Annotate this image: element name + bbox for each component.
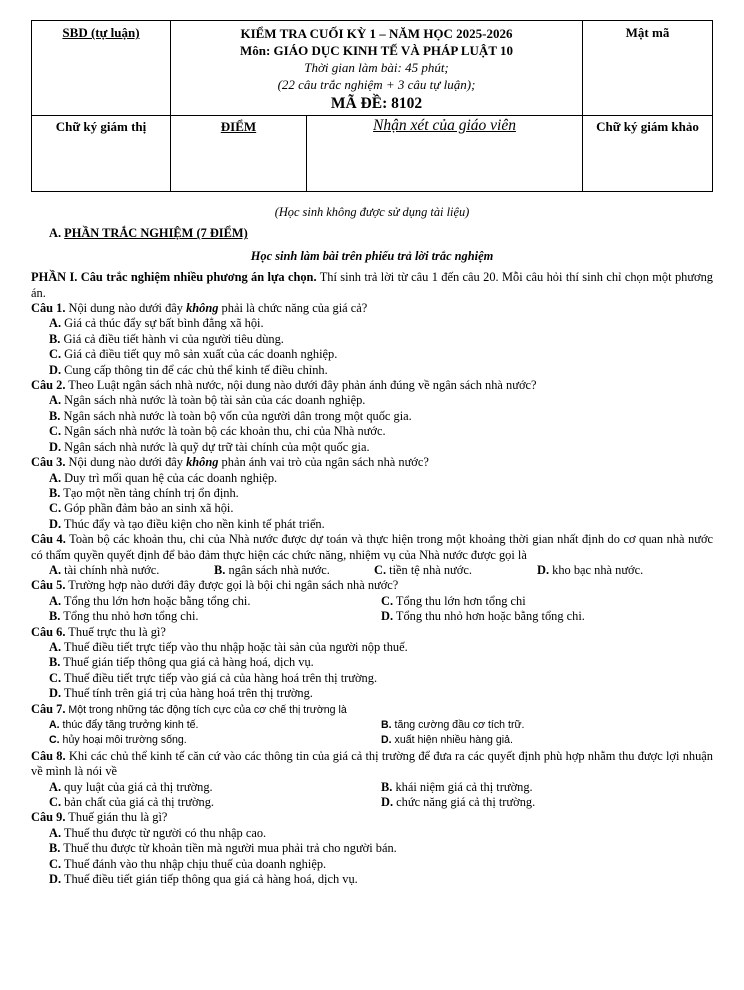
question-5: Câu 5. Trường hợp nào dưới đây được gọi là bội chi ngân sách nhà nước? <box>31 578 399 593</box>
exam-subject: Môn: GIÁO DỤC KINH TẾ VÀ PHÁP LUẬT 10 <box>239 43 514 58</box>
question-3: Câu 3. Nội dung nào dưới đây không phản ánh vai trò của ngân sách nhà nước? <box>31 455 429 470</box>
question-6: Câu 6. Thuế trực thu là gì? <box>31 624 166 639</box>
q9-option-c: C. Thuế đánh vào thu nhập chịu thuế của doanh nghiệp. <box>49 856 327 871</box>
q7-option-a: A. thúc đẩy tăng trưởng kinh tế. <box>49 719 199 731</box>
exam-question-count: (22 câu trắc nghiệm + 3 câu tự luận); <box>277 77 476 92</box>
q1-option-a: A. Giá cả thúc đẩy sự bất bình đẳng xã hội. <box>49 316 264 331</box>
answer-sheet-instruction: Học sinh làm bài trên phiếu trả lời trắc nghiệm <box>250 248 494 263</box>
exam-code: MÃ ĐỀ: 8102 <box>330 95 423 112</box>
q8-options-row2 <box>31 795 713 810</box>
q1-option-c: C. Giá cả điều tiết quy mô sản xuất của các doanh nghiệp. <box>49 347 338 362</box>
q3-option-d: D. Thúc đẩy và tạo điều kiện cho nền kinh tế phát triển. <box>49 516 325 531</box>
question-8: Câu 8. Khi các chủ thể kinh tế căn cứ vào các thông tin của giá cả thị trường để đưa ra các quyết định phù hợp nhằm thu được lợi nhuận về mình là nói về <box>31 748 713 779</box>
exam-time: Thời gian làm bài: 45 phút; <box>304 60 449 75</box>
q3-option-c: C. Góp phần đảm bảo an sinh xã hội. <box>49 501 234 516</box>
q8-option-c: C. bản chất của giá cả thị trường. <box>49 795 215 810</box>
q2-option-a: A. Ngân sách nhà nước là toàn bộ tài sản của các doanh nghiệp. <box>49 393 366 408</box>
question-1: Câu 1. Nội dung nào dưới đây không phải là chức năng của giá cả? <box>31 301 368 316</box>
q6-option-d: D. Thuế tính trên giá trị của hàng hoá trên thị trường. <box>49 686 313 701</box>
q5-options-row1 <box>31 594 713 609</box>
q7-option-b: B. tăng cường đầu cơ tích trữ. <box>381 719 525 731</box>
q4-options <box>31 563 713 578</box>
q8-option-d: D. chức năng giá cả thị trường. <box>381 795 536 810</box>
q1-option-b: B. Giá cả điều tiết hành vi của người tiêu dùng. <box>49 331 284 346</box>
q8-option-a: A. quy luật của giá cả thị trường. <box>49 779 213 794</box>
q4-option-d: D. kho bạc nhà nước. <box>537 562 644 577</box>
question-2: Câu 2. Theo Luật ngân sách nhà nước, nội dung nào dưới đây phản ánh đúng về ngân sách nhà nước? <box>31 378 537 393</box>
q6-option-a: A. Thuế điều tiết trực tiếp vào thu nhập hoặc tài sản của người nộp thuế. <box>49 639 408 654</box>
q8-options-row1 <box>31 780 713 795</box>
q5-option-d: D. Tổng thu nhỏ hơn hoặc bằng tổng chi. <box>381 609 585 624</box>
q7-options-row1 <box>31 718 713 733</box>
question-9: Câu 9. Thuế gián thu là gì? <box>31 810 168 825</box>
q3-option-a: A. Duy trì mối quan hệ của các doanh nghiệp. <box>49 470 278 485</box>
score-cell: ĐIỂM <box>171 116 307 192</box>
q2-option-d: D. Ngân sách nhà nước là quỹ dự trữ tài chính của một quốc gia. <box>49 439 370 454</box>
q5-option-c: C. Tổng thu lớn hơn tổng chi <box>381 593 526 608</box>
exam-body <box>31 205 713 887</box>
q5-option-a: A. Tổng thu lớn hơn hoặc bằng tổng chi. <box>49 593 251 608</box>
q9-option-a: A. Thuế thu được từ người có thu nhập cao. <box>49 825 267 840</box>
section-a-heading: A. PHẦN TRẮC NGHIỆM (7 ĐIỂM) <box>49 226 248 241</box>
q4-option-a: A. tài chính nhà nước. <box>49 562 160 577</box>
no-material-note: (Học sinh không được sử dụng tài liệu) <box>274 205 470 219</box>
q5-options-row2 <box>31 609 713 624</box>
q7-option-c: C. hủy hoại môi trường sống. <box>49 734 187 747</box>
q8-option-b: B. khái niệm giá cả thị trường. <box>381 779 533 794</box>
supervisor-signature-cell: Chữ ký giám thị <box>32 116 171 192</box>
question-7: Câu 7. Một trong những tác động tích cực của cơ chế thị trường là <box>31 701 347 716</box>
q6-option-b: B. Thuế gián tiếp thông qua giá cả hàng hoá, dịch vụ. <box>49 655 314 670</box>
q1-option-d: D. Cung cấp thông tin để các chủ thể kinh tế điều chỉnh. <box>49 362 328 377</box>
examiner-signature-cell: Chữ ký giám khảo <box>583 116 713 192</box>
q6-option-c: C. Thuế điều tiết trực tiếp vào giá cả của hàng hoá trên thị trường. <box>49 670 378 685</box>
q9-option-d: D. Thuế điều tiết gián tiếp thông qua giá cả hàng hoá, dịch vụ. <box>49 872 358 887</box>
q4-option-b: B. ngân sách nhà nước. <box>214 562 330 577</box>
q4-option-c: C. tiền tệ nhà nước. <box>374 562 472 577</box>
sbd-cell: SBD (tự luận) <box>32 21 171 116</box>
teacher-comment-cell: Nhận xét của giáo viên <box>307 116 583 192</box>
matma-cell: Mật mã <box>583 21 713 116</box>
q7-options-row2 <box>31 733 713 748</box>
exam-header-table <box>31 20 713 192</box>
q2-option-b: B. Ngân sách nhà nước là toàn bộ vốn của người dân trong một quốc gia. <box>49 408 412 423</box>
exam-title-cell <box>171 21 583 116</box>
q7-option-d: D. xuất hiện nhiều hàng giả. <box>381 734 513 747</box>
exam-title: KIỂM TRA CUỐI KỲ 1 – NĂM HỌC 2025-2026 <box>240 26 513 41</box>
q2-option-c: C. Ngân sách nhà nước là toàn bộ các khoản thu, chi của Nhà nước. <box>49 424 386 439</box>
q9-option-b: B. Thuế thu được từ khoản tiền mà người mua phải trả cho người bán. <box>49 841 397 856</box>
question-4: Câu 4. Toàn bộ các khoản thu, chi của Nhà nước được dự toán và thực hiện trong một khoảng thời gian nhất định do cơ quan nhà nước có thẩm quyền quyết định để bảo đảm thực hiện các chức năng, nhiệm vụ của Nhà nước được gọi là <box>31 532 713 562</box>
part1-intro: PHẦN I. Câu trắc nghiệm nhiều phương án lựa chọn. Thí sinh trả lời từ câu 1 đến câu 20. Mỗi câu hỏi thí sinh chỉ chọn một phương án. <box>31 270 714 300</box>
q3-option-b: B. Tạo một nền tảng chính trị ổn định. <box>49 485 239 500</box>
q5-option-b: B. Tổng thu nhỏ hơn tổng chi. <box>49 609 199 624</box>
